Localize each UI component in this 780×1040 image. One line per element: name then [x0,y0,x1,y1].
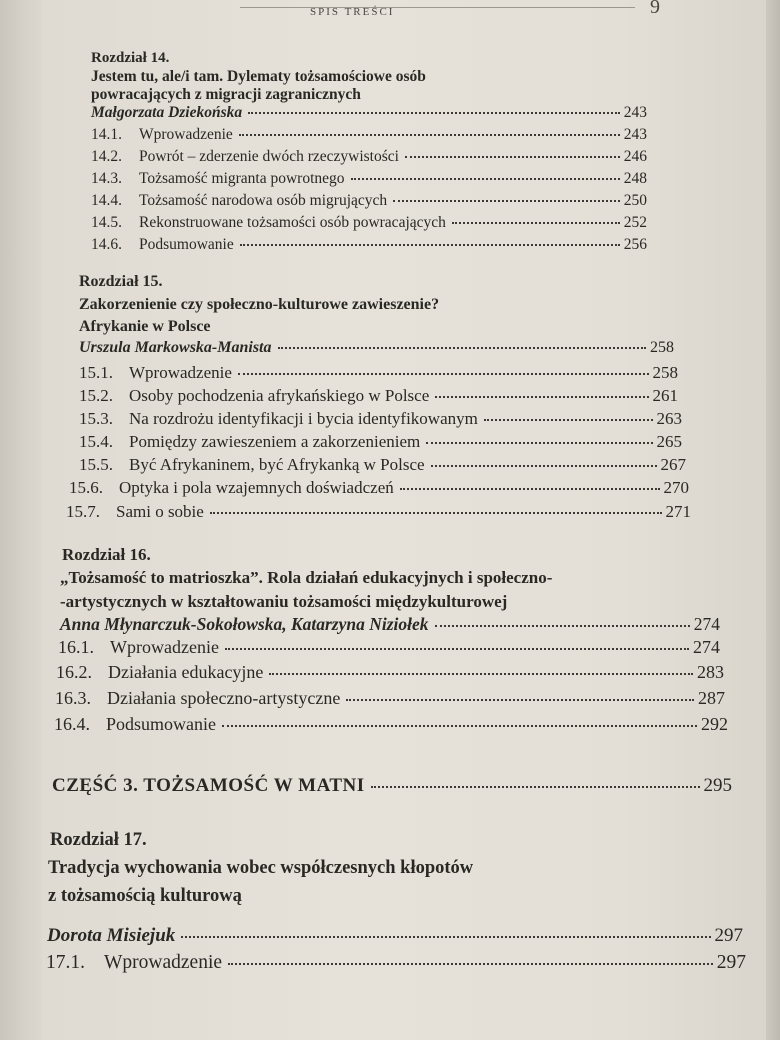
section-number: 16.4. [54,714,90,734]
toc-entry[interactable] [79,432,682,452]
page-gutter [0,0,42,1040]
chapter-14-label: Rozdział 14. [91,50,170,66]
section-title: Sami o sobie [116,502,204,521]
section-number: 14.6. [91,236,122,253]
section-number: 16.3. [55,688,91,708]
section-page: 258 [652,363,678,382]
dot-leader [452,222,620,224]
dot-leader [371,786,700,788]
dot-leader [426,442,652,444]
dot-leader [431,465,657,467]
chapter-17-label: Rozdział 17. [50,830,147,850]
toc-entry[interactable] [46,932,746,974]
chapter-15-author-page: 258 [650,339,674,356]
dot-leader [248,112,620,114]
chapter-16-author-row[interactable] [60,614,720,635]
section-title: Wprowadzenie [104,952,223,973]
dot-leader [435,625,690,627]
dot-leader [269,673,693,675]
header-rule [240,7,635,8]
section-title: Rekonstruowane tożsamości osób powracających [139,214,446,231]
toc-entry[interactable] [66,502,691,522]
dot-leader [210,512,662,514]
dot-leader [435,396,648,398]
section-number: 16.1. [58,637,94,657]
part-3-page: 295 [703,775,732,796]
chapter-17-author: Dorota Misiejuk [47,925,176,946]
toc-entry[interactable] [79,455,686,475]
chapter-17-title-line1: Tradycja wychowania wobec współczesnych kłopotów [48,858,474,878]
section-number: 15.3. [79,409,113,428]
chapter-17-title-line2: z tożsamością kulturową [48,886,242,906]
chapter-14-title-line1: Jestem tu, ale/i tam. Dylematy tożsamościowe osób [91,68,426,85]
section-number: 14.1. [91,126,122,143]
chapter-16-title-line2: -artystycznych w kształtowaniu tożsamości międzykulturowej [60,592,508,611]
section-page: 252 [623,214,647,231]
section-number: 16.2. [56,662,92,682]
section-page: 248 [623,170,647,187]
section-title: Na rozdrożu identyfikacji i bycia identyfikowanym [129,409,478,428]
section-title: Być Afrykaninem, być Afrykanką w Polsce [129,455,425,474]
section-number: 15.2. [79,386,113,405]
toc-entry[interactable] [91,126,647,144]
section-title: Tożsamość migranta powrotnego [139,170,345,187]
toc-entry[interactable] [79,386,678,406]
section-page: 274 [693,637,720,657]
section-page: 263 [656,409,682,428]
part-3-row[interactable] [52,775,732,797]
dot-leader [351,178,620,180]
dot-leader [222,725,697,727]
section-page: 271 [665,502,691,521]
dot-leader [400,488,660,490]
section-page: 256 [623,236,647,253]
toc-entry[interactable] [91,148,647,166]
running-title: SPIS TREŚCI [310,6,395,18]
section-page: 297 [716,952,746,973]
dot-leader [484,419,653,421]
toc-entry[interactable] [54,714,728,735]
dot-leader [240,244,620,246]
section-page: 265 [656,432,682,451]
chapter-16-title-line1: „Tożsamość to matrioszka”. Rola działań edukacyjnych i społeczno- [60,568,553,587]
chapter-16-label: Rozdział 16. [62,545,151,564]
section-number: 14.2. [91,148,122,165]
section-title: Osoby pochodzenia afrykańskiego w Polsce [129,386,430,405]
toc-entry[interactable] [91,170,647,188]
section-page: 250 [623,192,647,209]
chapter-15-label: Rozdział 15. [79,273,163,290]
dot-leader [346,699,694,701]
section-page: 287 [698,688,725,708]
toc-entry[interactable] [79,409,682,429]
toc-entry[interactable] [91,236,647,254]
section-page: 292 [701,714,728,734]
toc-entry[interactable] [79,363,678,383]
section-number: 15.5. [79,455,113,474]
dot-leader [405,156,620,158]
section-title: Podsumowanie [139,236,234,253]
toc-entry[interactable] [56,662,724,683]
page-edge [766,0,780,1040]
section-title: Wprowadzenie [129,363,232,382]
section-title: Wprowadzenie [110,637,219,657]
section-page: 267 [660,455,686,474]
chapter-16-author: Anna Młynarczuk-Sokołowska, Katarzyna Niziołek [60,614,429,634]
section-title: Optyka i pola wzajemnych doświadczeń [119,478,394,497]
chapter-14-author-row[interactable] [91,104,647,122]
section-number: 15.7. [66,502,100,521]
chapter-14-author: Małgorzata Dziekońska [91,104,243,121]
chapter-14-author-page: 243 [623,104,647,121]
chapter-15-author-row[interactable] [79,339,674,357]
section-title: Pomiędzy zawieszeniem a zakorzenieniem [129,432,421,451]
section-number: 14.3. [91,170,122,187]
dot-leader [228,963,713,965]
toc-entry[interactable] [69,478,689,498]
toc-entry[interactable] [58,637,720,658]
section-title: Tożsamość narodowa osób migrujących [139,192,388,209]
dot-leader [278,347,647,349]
chapter-15-title-line1: Zakorzenienie czy społeczno-kulturowe zawieszenie? [79,296,440,313]
section-page: 246 [623,148,647,165]
dot-leader [238,373,649,375]
section-page: 283 [697,662,724,682]
section-title: Działania edukacyjne [108,662,264,682]
chapter-15-title-line2: Afrykanie w Polsce [79,318,211,335]
section-number: 14.5. [91,214,122,231]
toc-entry[interactable] [91,214,647,232]
chapter-17-author-page: 297 [714,925,743,946]
toc-entry[interactable] [91,192,647,210]
chapter-15-author: Urszula Markowska-Manista [79,339,272,356]
section-page: 270 [663,478,689,497]
chapter-14-title-line2: powracających z migracji zagranicznych [91,86,361,103]
part-3-title: CZĘŚĆ 3. TOŻSAMOŚĆ W MATNI [52,775,365,796]
section-number: 15.1. [79,363,113,382]
section-number: 15.4. [79,432,113,451]
section-title: Działania społeczno-artystyczne [107,688,341,708]
chapter-16-author-page: 274 [693,614,720,634]
section-title: Podsumowanie [106,714,216,734]
section-number: 15.6. [69,478,103,497]
dot-leader [225,648,689,650]
section-number: 14.4. [91,192,122,209]
page-number: 9 [650,0,660,18]
section-page: 261 [652,386,678,405]
dot-leader [239,134,620,136]
section-page: 243 [623,126,647,143]
section-number: 17.1. [46,952,85,973]
toc-entry[interactable] [55,688,725,709]
section-title: Powrót – zderzenie dwóch rzeczywistości [139,148,399,165]
dot-leader [393,200,620,202]
section-title: Wprowadzenie [139,126,233,143]
